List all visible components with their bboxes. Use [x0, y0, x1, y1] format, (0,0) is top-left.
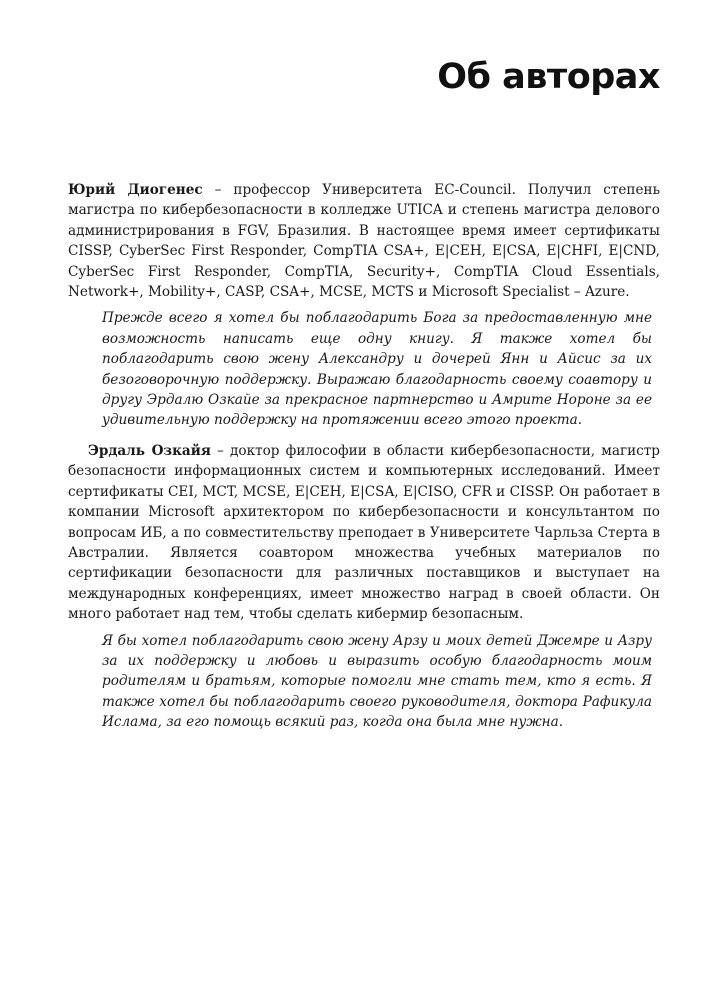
author-bio-paragraph	[68, 441, 660, 625]
page-title: Об авторах	[437, 57, 660, 97]
author-acknowledgment: Я бы хотел поблагодарить свою жену Арзу и моих детей Джемре и Азру за их поддержку и любовь и выразить особую благодарность моим родителям и братьям, которые помогли мне стать тем, кто я есть. Я также хотел бы поблагодарить своего руководителя, доктора Рафикула Ислама, за его помощь всякий раз, когда она была мне нужна.	[102, 632, 652, 731]
author-acknowledgment: Прежде всего я хотел бы поблагодарить Бога за предоставленную мне возможность написать еще одну книгу. Я также хотел бы поблагодарить свою жену Александру и дочерей Янн и Айсис за их безоговорочную поддержку. Выражаю благодарность своему соавтору и другу Эрдалю Озкайе за прекрасное партнерство и Амрите Нороне за ее удивительную поддержку на протяжении всего этого проекта.	[102, 310, 652, 429]
author-bio: – профессор Университета EC-Council. Получил степень магистра по кибербезопасности в колледже UTICA и степень магистра делового администрирования в FGV, Бразилия. В настоящее время имеет сертификаты CISSP, CyberSec First Responder, CompTIA CSA+, E|CEH, E|CSA, E|CHFI, E|CND, CyberSec First Responder, CompTIA, Security+, CompTIA Cloud Essentials, Network+, Mobility+, CASP, CSA+, MCSE, MCTS и Microsoft Specialist – Azure.	[68, 182, 660, 301]
author-bio: – доктор философии в области кибербезопасности, магистр безопасности информационных систем и компьютерных исследований. Имеет сертификаты CEI, MCT, MCSE, E|CEH, E|CSA, E|CISO, CFR и CISSP. Он работает в компании Microsoft архитектором по кибербезопасности и консультантом по вопросам ИБ, а по совместительству преподает в Университете Чарльза Стерта в Австралии. Является соавтором множества учебных материалов по сертификации безопасности для различных поставщиков и выступает на международных конференциях, имеет множество наград в своей области. Он много работает над тем, чтобы сделать кибермир безопасным.	[68, 442, 660, 623]
author-name: Эрдаль Озкайя	[88, 442, 211, 459]
author-name: Юрий Диогенес	[68, 182, 203, 198]
book-page	[68, 0, 660, 1000]
author-bio-paragraph	[68, 180, 660, 302]
page-content	[68, 180, 660, 743]
